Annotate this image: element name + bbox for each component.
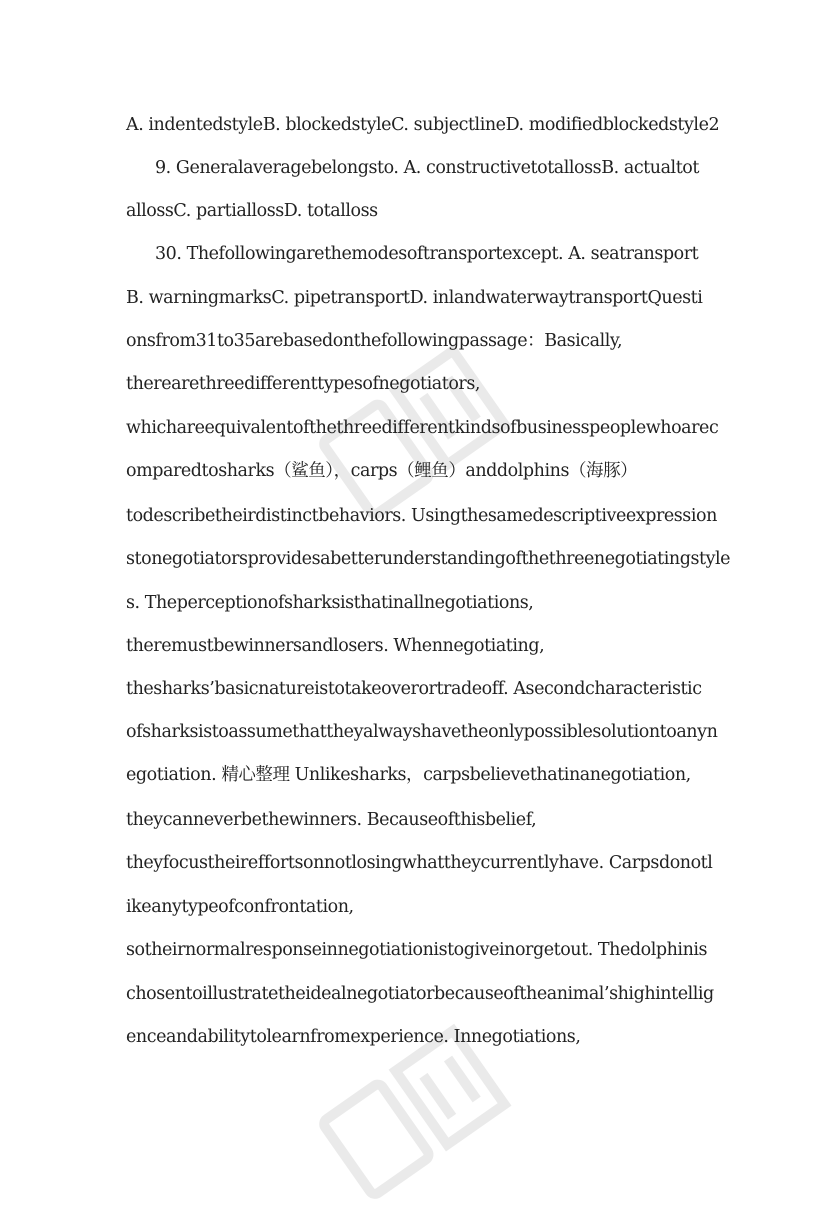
text-line: chosentoillustratetheidealnegotiatorbecauseoftheanimal’shighintellig [126, 984, 714, 1004]
text-line: thesharks’basicnatureistotakeoverortradeoff. Asecondcharacteristic [126, 679, 702, 699]
text-line: B. warningmarksC. pipetransportD. inlandwaterwaytransportQuesti [126, 288, 703, 308]
text-line: sotheirnormalresponseinnegotiationistogiveinorgetout. Thedolphinis [126, 940, 708, 960]
text-line: 9. Generalaveragebelongsto. A. constructivetotallossB. actualtot [155, 158, 699, 178]
text-line: A. indentedstyleB. blockedstyleC. subjectlineD. modifiedblockedstyle2 [126, 115, 720, 135]
text-line: todescribetheirdistinctbehaviors. Usingthesamedescriptiveexpression [126, 506, 717, 526]
text-line: egotiation. 精心整理 Unlikesharks，carpsbelievethatinanegotiation, [126, 765, 691, 785]
text-line: therearethreedifferenttypesofnegotiators, [126, 374, 480, 394]
text-line: theycanneverbethewinners. Becauseofthisbelief, [126, 810, 537, 830]
text-line: whichareequivalentofthethreedifferentkindsofbusinesspeoplewhoarec [126, 418, 719, 438]
text-line: allossC. partiallossD. totalloss [126, 201, 378, 221]
text-line: theremustbewinnersandlosers. Whennegotiating, [126, 636, 545, 656]
text-line: ikeanytypeofconfrontation, [126, 897, 354, 917]
text-line: onsfrom31to35arebasedonthefollowingpassage：Basically, [126, 331, 623, 351]
text-line: enceandabilitytolearnfromexperience. Innegotiations, [126, 1027, 581, 1047]
text-line: omparedtosharks（鲨鱼），carps（鲤鱼）anddolphins（海豚） [126, 461, 638, 481]
text-line: theyfocustheireffortsonnotlosingwhattheycurrentlyhave. Carpsdonotl [126, 853, 713, 873]
text-line: s. Theperceptionofsharksisthatinallnegotiations, [126, 593, 534, 613]
text-line: ofsharksistoassumethattheyalwayshavetheonlypossiblesolutiontoanyn [126, 722, 718, 742]
text-line: stonegotiatorsprovidesabetterunderstandingofthethreenegotiatingstyle [126, 549, 731, 569]
text-line: 30. Thefollowingarethemodesoftransportexcept. A. seatransport [155, 244, 699, 264]
